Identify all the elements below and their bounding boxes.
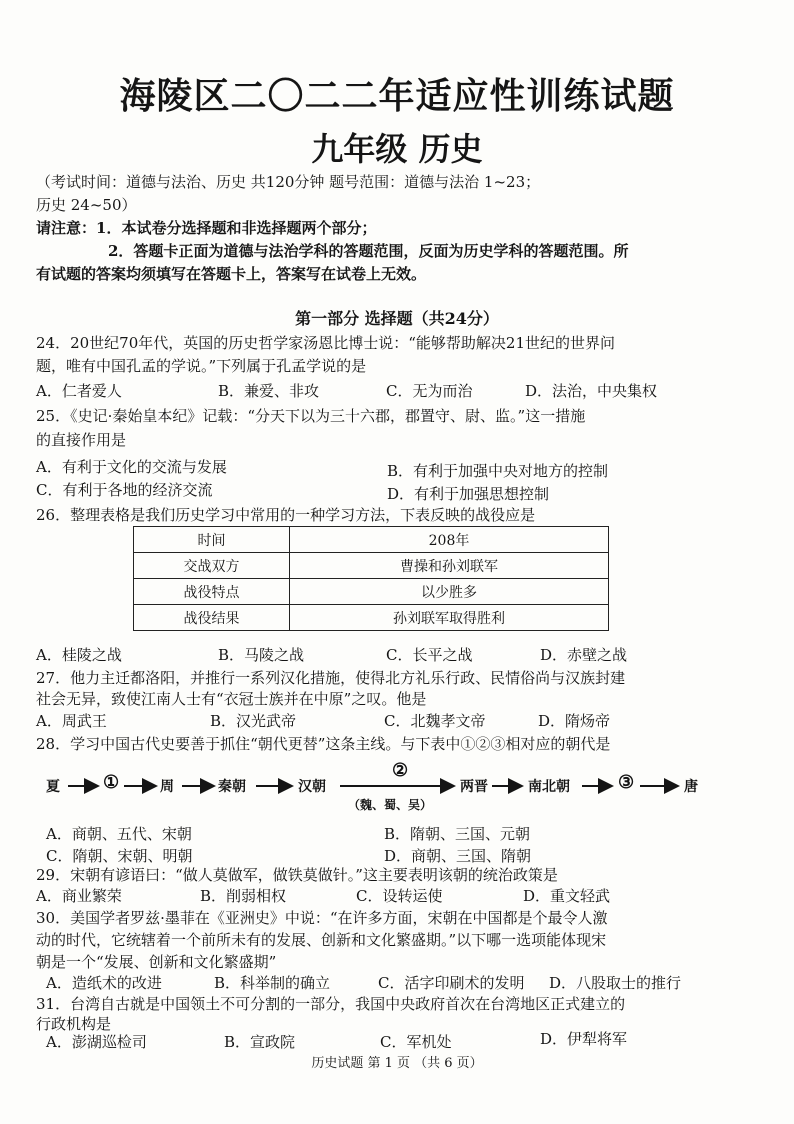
exam-info-line2: 历史 24~50）	[36, 196, 137, 214]
q25-option-b: B．有利于加强中央对地方的控制	[387, 462, 609, 480]
exam-info-line1: （考试时间：道德与法治、历史 共120分钟 题号范围：道德与法治 1~23；	[36, 173, 541, 191]
q28-stem-1: 28．学习中国古代史要善于抓住“朝代更替”这条主线。与下表中①②③相对应的朝代是	[36, 735, 611, 753]
q30-stem-2: 动的时代，它统辖着一个前所未有的发展、创新和文化繁盛期。”以下哪一选项能体现宋	[36, 931, 607, 949]
q27-option-d: D．隋炀帝	[538, 712, 611, 730]
q25-option-c: C．有利于各地的经济交流	[36, 481, 213, 499]
chain-node: 夏	[46, 779, 60, 795]
q29-option-c: C．设转运使	[356, 887, 443, 905]
q30-option-d: D．八股取士的推行	[549, 974, 682, 992]
q26-stem-1: 26．整理表格是我们历史学习中常用的一种学习方法，下表反映的战役应是	[36, 506, 536, 524]
q28-option-a: A．商朝、五代、宋朝	[46, 825, 192, 843]
table-cell: 以少胜多	[290, 579, 609, 605]
chain-node: 南北朝	[528, 779, 570, 795]
chain-node: 周	[160, 779, 174, 795]
exam-title: 海陵区二〇二二年适应性训练试题	[119, 76, 675, 117]
q30-option-c: C．活字印刷术的发明	[378, 974, 525, 992]
q27-option-b: B．汉光武帝	[210, 712, 297, 730]
table-cell: 交战双方	[134, 553, 290, 579]
q29-option-d: D．重文轻武	[523, 887, 611, 905]
notice-label: 请注意：	[36, 219, 97, 237]
q30-option-b: B．科举制的确立	[214, 974, 331, 992]
chain-node: 秦朝	[218, 779, 246, 795]
q25-option-d: D．有利于加强思想控制	[387, 485, 550, 503]
chain-node: 两晋	[460, 779, 488, 795]
section-title: 第一部分 选择题（共24分）	[295, 309, 499, 328]
q30-stem-1: 30．美国学者罗兹·墨菲在《亚洲史》中说：“在许多方面，宋朝在中国都是个最令人激	[36, 909, 608, 927]
q31-stem-1: 31．台湾自古就是中国领土不可分割的一部分，我国中央政府首次在台湾地区正式建立的	[36, 995, 626, 1013]
q29-option-b: B．削弱相权	[200, 887, 287, 905]
chain-node: 唐	[684, 779, 698, 795]
q28-option-c: C．隋朝、宋朝、明朝	[46, 847, 193, 865]
table-cell: 战役特点	[134, 579, 290, 605]
q25-stem-2: 的直接作用是	[36, 431, 127, 449]
table-cell: 战役结果	[134, 605, 290, 631]
table-cell: 时间	[134, 527, 290, 553]
chain-node: ②	[392, 760, 409, 781]
table-row	[134, 553, 609, 579]
q25-option-a: A．有利于文化的交流与发展	[36, 458, 227, 476]
chain-node: ①	[103, 772, 120, 793]
q30-stem-3: 朝是一个“发展、创新和文化繁盛期”	[36, 953, 277, 971]
notice-item-2: 2．答题卡正面为道德与法治学科的答题范围，反面为历史学科的答题范围。所	[108, 242, 629, 260]
q26-option-c: C．长平之战	[386, 646, 473, 664]
q26-option-a: A．桂陵之战	[36, 646, 122, 664]
q28-option-d: D．商朝、三国、隋朝	[384, 847, 532, 865]
q25-stem-1: 25．《史记·秦始皇本纪》记载：“分天下以为三十六郡，郡置守、尉、监。”这一措施	[36, 407, 586, 425]
q27-option-a: A．周武王	[36, 712, 107, 730]
q31-option-c: C．军机处	[380, 1033, 452, 1051]
q29-stem-1: 29．宋朝有谚语曰：“做人莫做军，做铁莫做针。”这主要表明该朝的统治政策是	[36, 866, 558, 884]
page-footer: 历史试题 第 1 页 （共 6 页）	[311, 1056, 483, 1071]
q30-option-a: A．造纸术的改进	[46, 974, 162, 992]
table-row	[134, 527, 609, 553]
q26-option-d: D．赤壁之战	[540, 646, 628, 664]
q24-option-d: D．法治，中央集权	[525, 382, 658, 400]
dynasty-chain	[46, 762, 746, 812]
q27-stem-2: 社会无异，致使江南人士有“衣冠士族并在中原”之叹。他是	[36, 690, 427, 708]
table-cell: 孙刘联军取得胜利	[290, 605, 609, 631]
q24-option-a: A．仁者爱人	[36, 382, 122, 400]
q27-stem-1: 27．他力主迁都洛阳，并推行一系列汉化措施，使得北方礼乐行政、民情俗尚与汉族封建	[36, 669, 626, 687]
q26-table	[133, 526, 609, 631]
table-row	[134, 605, 609, 631]
q31-stem-2: 行政机构是	[36, 1015, 112, 1033]
chain-node-note: （魏、蜀、吴）	[348, 798, 433, 812]
q31-option-b: B．宣政院	[224, 1033, 296, 1051]
q24-stem-1: 24．20世纪70年代，英国的历史哲学家汤恩比博士说：“能够帮助解决21世纪的世界问	[36, 334, 616, 352]
notice-item-2-cont: 有试题的答案均须填写在答题卡上，答案写在试卷上无效。	[36, 265, 427, 283]
notice-item-1: 1．本试卷分选择题和非选择题两个部分；	[96, 219, 377, 237]
exam-subtitle: 九年级 历史	[311, 130, 483, 168]
q24-option-c: C．无为而治	[386, 382, 473, 400]
exam-notice	[36, 217, 766, 238]
q29-option-a: A．商业繁荣	[36, 887, 122, 905]
q27-option-c: C．北魏孝文帝	[384, 712, 486, 730]
q31-option-a: A．澎湖巡检司	[46, 1033, 147, 1051]
chain-node: ③	[618, 772, 635, 793]
q26-option-b: B．马陵之战	[218, 646, 305, 664]
q24-stem-2: 题，唯有中国孔孟的学说。”下列属于孔孟学说的是	[36, 357, 367, 375]
q31-option-d: D．伊犁将军	[540, 1030, 628, 1048]
table-row	[134, 579, 609, 605]
q28-option-b: B．隋朝、三国、元朝	[384, 825, 531, 843]
q24-option-b: B．兼爱、非攻	[218, 382, 320, 400]
table-cell: 208年	[290, 527, 609, 553]
table-cell: 曹操和孙刘联军	[290, 553, 609, 579]
chain-node: 汉朝	[298, 779, 326, 795]
